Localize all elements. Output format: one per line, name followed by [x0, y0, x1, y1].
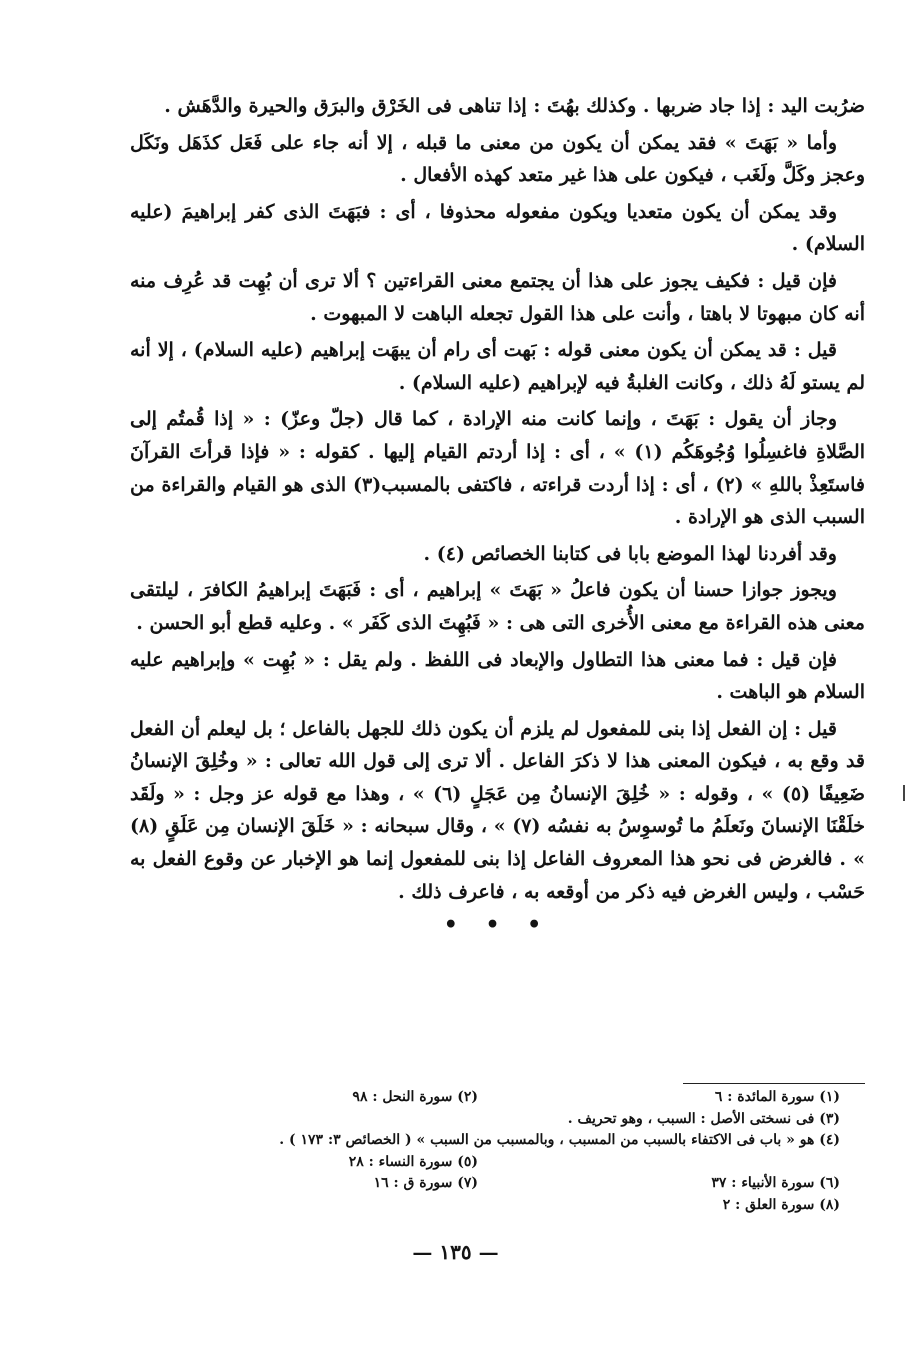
footnote: (٢) سورة النحل : ٩٨	[352, 1089, 478, 1105]
footnote-row	[118, 1087, 868, 1109]
paragraph: وجاز أن يقول : بَهَتَ ، وإنما كانت منه الإرادة ، كما قال (جلّ وعزّ) : « إذا قُمتُم إلى الصَّلاةِ فاغسِلُوا وُجُوهَكُم (١) » ، أى : إذا أردتم القيام إليها . كقوله : « فإذا قرأتَ القرآنَ فاستَعِذْ باللهِ » (٢) ، أى : إذا أردت قراءته ، فاكتفى بالمسبب(٣) الذى هو القيام والقراءة من السبب الذى هو الإرادة .	[130, 408, 865, 529]
footnote: (٣) فى نسختى الأصل : السبب ، وهو تحريف .	[567, 1110, 840, 1127]
footnote-rule	[683, 1083, 865, 1084]
paragraph: وقد يمكن أن يكون متعديا ويكون مفعوله محذوفا ، أى : فبَهَتَ الذى كفر إبراهيمَ (عليه السلام) .	[130, 200, 865, 256]
footnotes	[118, 1087, 868, 1216]
footnote-row	[118, 1152, 868, 1174]
footnote: (٨) سورة العلق : ٢	[722, 1196, 840, 1213]
section-separator: • • •	[443, 912, 552, 939]
main-text	[130, 90, 865, 938]
paragraph: فإن قيل : فما معنى هذا التطاول والإبعاد فى اللفظ . ولم يقل : « بُهِت » وإبراهيم عليه السلام هو الباهت .	[130, 648, 865, 704]
footnote: (١) سورة المائدة : ٦	[714, 1089, 840, 1105]
footnote: (٦) سورة الأنبياء : ٣٧	[711, 1175, 840, 1191]
footnote: (٥) سورة النساء : ٢٨	[348, 1153, 478, 1170]
footnote: (٤) هو « باب فى الاكتفاء بالسبب من المسبب ، وبالمسبب من السبب » ( الخصائص ٣: ١٧٣ ) .	[279, 1132, 840, 1148]
paragraph: ضرُبت اليد : إذا جاد ضربها . وكذلك بهُتَ : إذا تناهى فى الخَرْق والبرَق والحيرة والدَّهَش .	[164, 95, 865, 117]
page-number: — ١٣٥ —	[412, 1240, 499, 1264]
paragraph: قيل : قد يمكن أن يكون معنى قوله : بَهت أى رام أن يبهَت إبراهيم (عليه السلام) ، إلا أنه لم يستو لَهُ ذلك ، وكانت الغلبةُ فيه لإبراهيم (عليه السلام) .	[130, 339, 865, 394]
footnote-row	[118, 1173, 868, 1195]
paragraph: قيل : إن الفعل إذا بنى للمفعول لم يلزم أن يكون ذلك للجهل بالفاعل ؛ بل ليعلم أن الفعل قد وقع به ، فيكون المعنى هذا لا ذكرَ الفاعل . ألا ترى إلى قول الله تعالى : « وخُلِقَ الإنسانُ ضَعِيفًا (٥) » ، وقوله : « خُلِقَ الإنسانُ مِن عَجَلٍ (٦) » ، وهذا مع قوله عز وجل : « ولَقَد خلَقْنَا الإنسانَ ونَعلَمُ ما تُوسوِسُ به نفسُه (٧) » ، وقال سبحانه : « خَلَقَ الإنسان مِن عَلَقٍ (٨) » . فالغرض فى نحو هذا المعروف الفاعل إذا بنى للمفعول إنما هو الإخبار عن وقوع الفعل به حَسْب ، وليس الغرض فيه ذكر من أوقعه به ، فاعرف ذلك .	[130, 717, 865, 903]
footnote	[478, 1152, 868, 1174]
paragraph: وأما « بَهَتَ » فقد يمكن أن يكون من معنى ما قبله ، إلا أنه جاء على فَعَل كذَهَل ونَكَل وعجز وكَلَّ ولَغَب ، فيكون على هذا غير متعد كهذه الأفعال .	[130, 131, 865, 187]
footnote: (٧) سورة ق : ١٦	[373, 1175, 478, 1191]
paragraph: فإن قيل : فكيف يجوز على هذا أن يجتمع معنى القراءتين ؟ ألا ترى أن بُهِت قد عُرِف منه أنه كان مبهوتا لا باهتا ، وأنت على هذا القول تجعله الباهت لا المبهوت .	[130, 269, 865, 325]
paragraph: ويجوز جوازا حسنا أن يكون فاعلُ « بَهَتَ » إبراهيم ، أى : فَبَهَتَ إبراهيمُ الكافرَ ، ليلتقى معنى هذه القراءة مع معنى الأُخرى التى هى : « فَبُهِتَ الذى كَفَر » . وعليه قطع أبو الحسن .	[130, 579, 865, 634]
scan-edge-mark	[903, 785, 905, 801]
paragraph: وقد أفردنا لهذا الموضع بابا فى كتابنا الخصائص (٤) .	[423, 542, 837, 565]
